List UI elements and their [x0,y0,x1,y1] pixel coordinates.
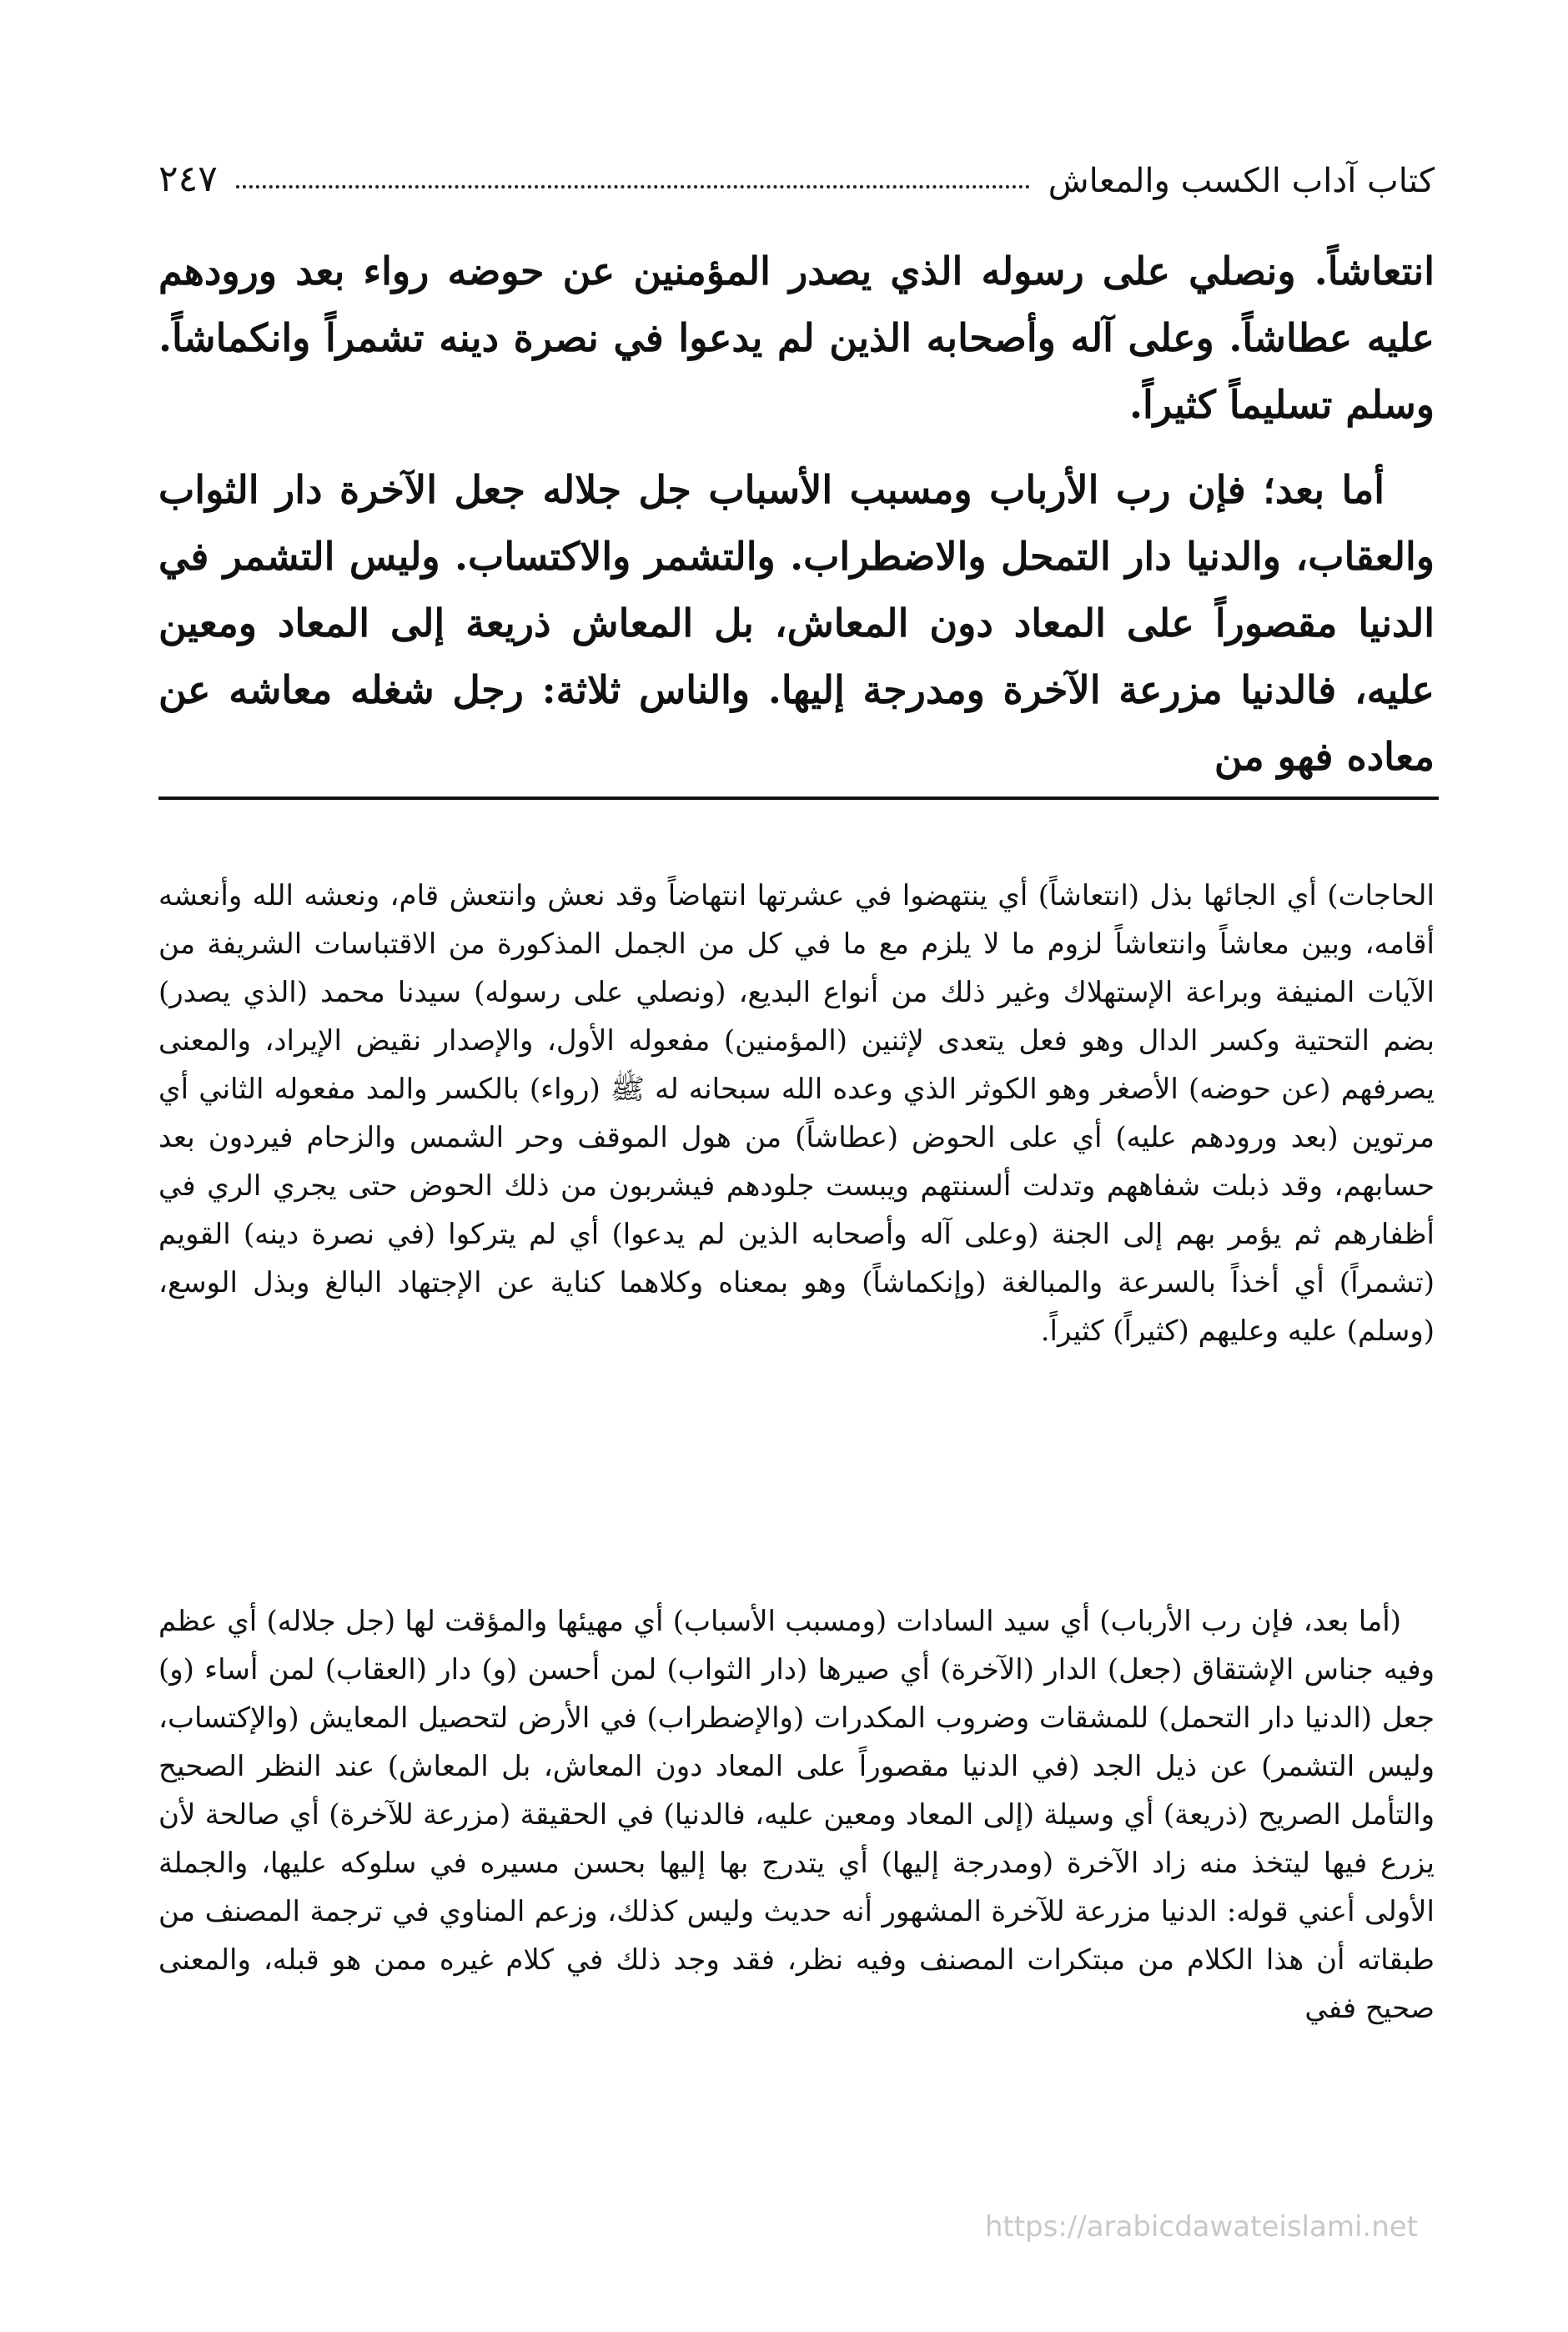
watermark-url: https://arabicdawateislami.net [984,2210,1418,2244]
commentary-block-1 [158,872,1435,1355]
commentary-block-2 [158,1597,1435,2033]
header-dotted-leader [236,184,1030,188]
header-title: كتاب آداب الكسب والمعاش [1048,162,1435,200]
main-paragraph-1: انتعاشاً. ونصلي على رسوله الذي يصدر المؤمنين عن حوضه رواء بعد ورودهم عليه عطاشاً. وعلى آله وأصحابه الذين لم يدعوا في نصرة دينه تشمراً وانكماشاً. وسلم تسليماً كثيراً. [158,249,1435,427]
main-text [158,238,1435,790]
running-header [158,125,1435,200]
page-number: ٢٤٧ [158,158,218,200]
main-paragraph-2: أما بعد؛ فإن رب الأرباب ومسبب الأسباب جل جلاله جعل الآخرة دار الثواب والعقاب، والدنيا دار التمحل والاضطراب. والتشمر والاكتساب. وليس التشمر في الدنيا مقصوراً على المعاد دون المعاش، بل المعاش ذريعة إلى المعاد ومعين عليه، فالدنيا مزرعة الآخرة ومدرجة إليها. والناس ثلاثة: رجل شغله معاشه عن معاده فهو من [158,467,1435,779]
section-divider [158,797,1439,800]
commentary-paragraph-1: الحاجات) أي الجائها بذل (انتعاشاً) أي ينتهضوا في عشرتها انتهاضاً وقد نعش وانتعش قام، ونعشه الله وأنعشه أقامه، وبين معاشاً وانتعاشاً لزوم ما لا يلزم مع ما في كل من الجمل المذكورة من الاقتباسات الشريفة من الآيات المنيفة وبراعة الإستهلاك وغير ذلك من أنواع البديع، (ونصلي على رسوله) سيدنا محمد (الذي يصدر) بضم التحتية وكسر الدال وهو فعل يتعدى لإثنين (المؤمنين) مفعوله الأول، والإصدار نقيض الإيراد، والمعنى يصرفهم (عن حوضه) الأصغر وهو الكوثر الذي وعده الله سبحانه له ﷺ (رواء) بالكسر والمد مفعوله الثاني أي مرتوين (بعد ورودهم عليه) أي على الحوض (عطاشاً) من هول الموقف وحر الشمس والزحام فيردون بعد حسابهم، وقد ذبلت شفاههم وتدلت ألسنتهم ويبست جلودهم فيشربون من ذلك الحوض حتى يجري الري في أظفارهم ثم يؤمر بهم إلى الجنة (وعلى آله وأصحابه الذين لم يدعوا) أي لم يتركوا (في نصرة دينه) القويم (تشمراً) أي أخذاً بالسرعة والمبالغة (وإنكماشاً) وهو بمعناه وكلاهما كناية عن الإجتهاد البالغ وبذل الوسع، (وسلم) عليه وعليهم (كثيراً) كثيراً. [158,879,1435,1348]
commentary-paragraph-2: (أما بعد، فإن رب الأرباب) أي سيد السادات (ومسبب الأسباب) أي مهيئها والمؤقت لها (جل جلاله) أي عظم وفيه جناس الإشتقاق (جعل) الدار (الآخرة) أي صيرها (دار الثواب) لمن أحسن (و) دار (العقاب) لمن أساء (و) جعل (الدنيا دار التحمل) للمشقات وضروب المكدرات (والإضطراب) في الأرض لتحصيل المعايش (والإكتساب، وليس التشمر) عن ذيل الجد (في الدنيا مقصوراً على المعاد دون المعاش، بل المعاش) عند النظر الصحيح والتأمل الصريح (ذريعة) أي وسيلة (إلى المعاد ومعين عليه، فالدنيا) في الحقيقة (مزرعة للآخرة) أي صالحة لأن يزرع فيها ليتخذ منه زاد الآخرة (ومدرجة إليها) أي يتدرج بها إليها بحسن مسيره في سلوكه عليها، والجملة الأولى أعني قوله: الدنيا مزرعة للآخرة المشهور أنه حديث وليس كذلك، وزعم المناوي في ترجمة المصنف من طبقاته أن هذا الكلام من مبتكرات المصنف وفيه نظر، فقد وجد ذلك في كلام غيره ممن هو قبله، والمعنى صحيح ففي [158,1605,1435,2025]
